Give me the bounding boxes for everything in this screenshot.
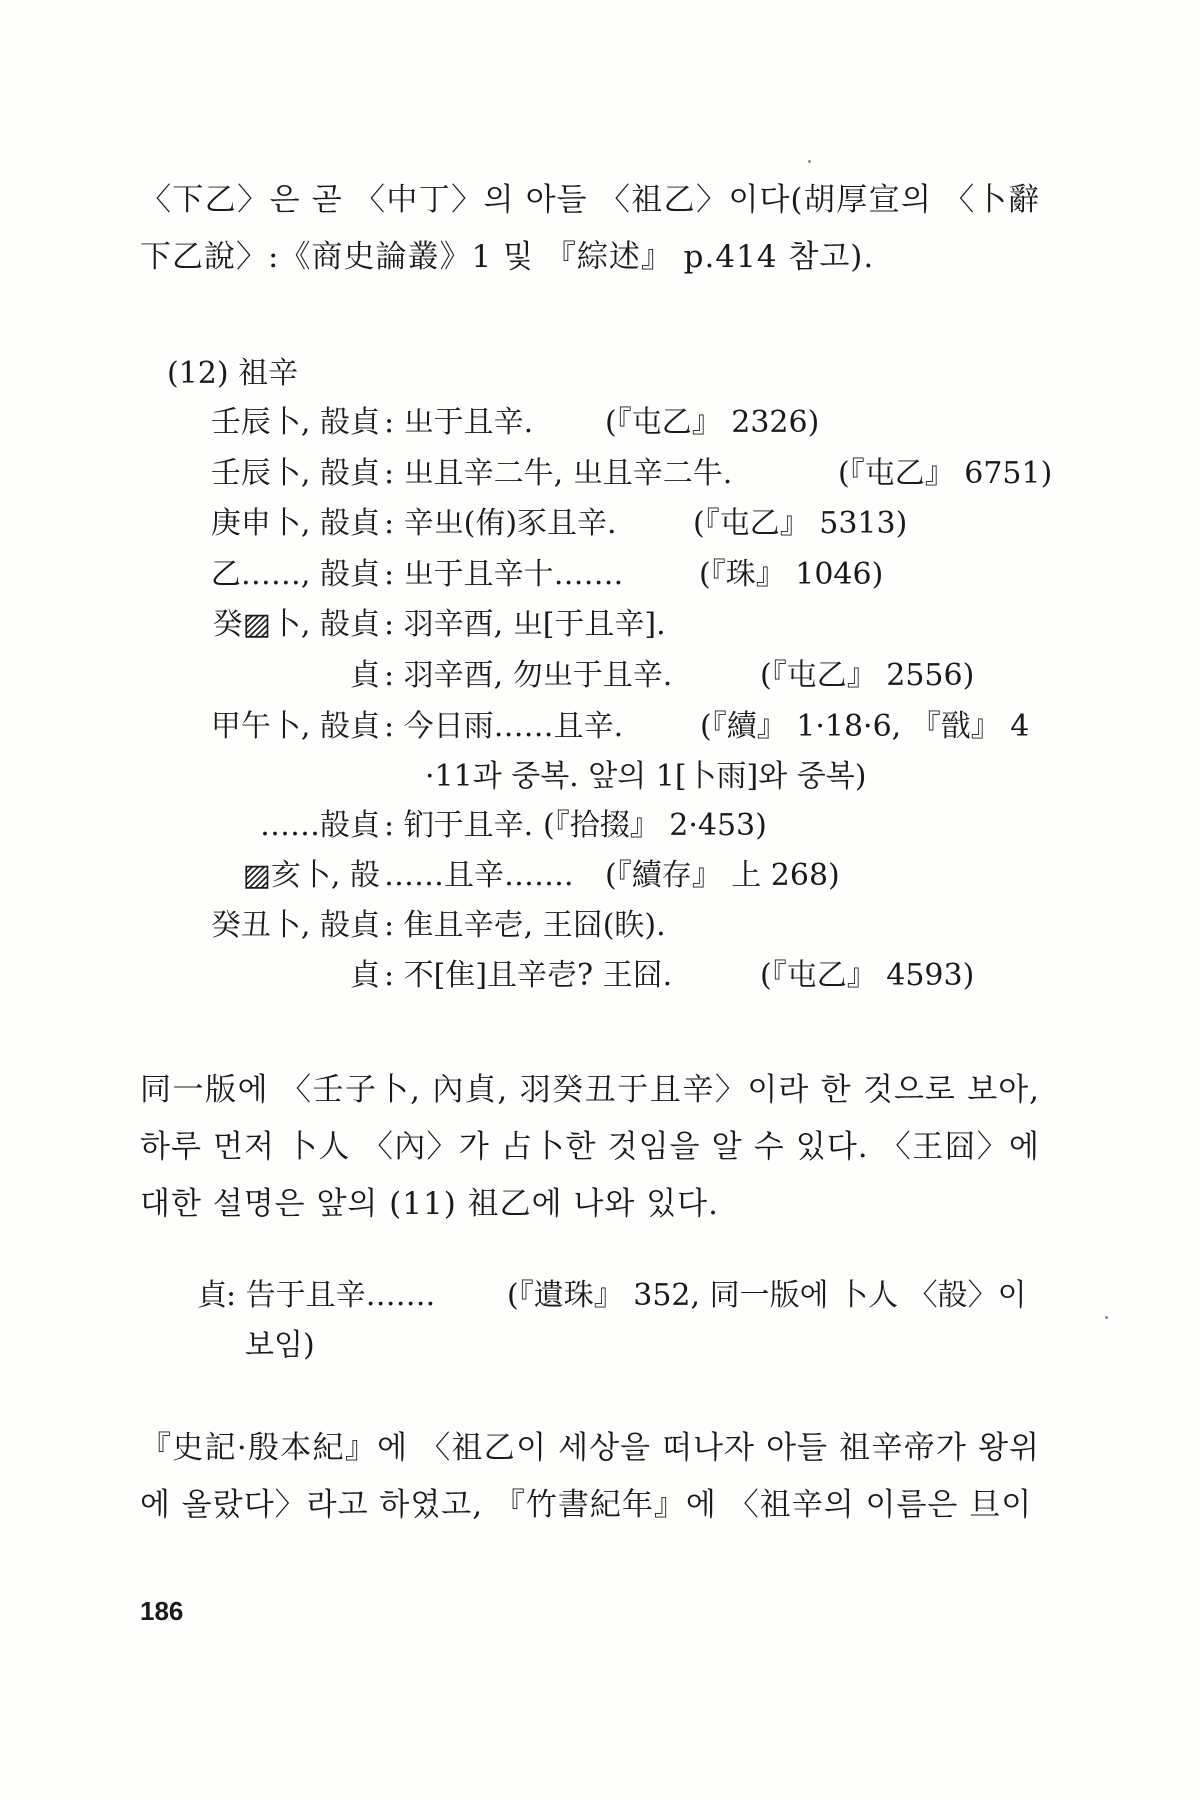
paragraph-top — [140, 172, 1040, 286]
quote-text: : 告于且辛……. — [226, 1278, 436, 1313]
inscription-text: : 今日雨……且辛. — [384, 709, 624, 744]
inscription-lead: 庚申卜, 㱿貞 — [210, 506, 380, 541]
inscription-text: : 㞢且辛二牛, 㞢且辛二牛. — [384, 456, 733, 491]
paragraph-mid-text: 同一版에 〈壬子卜, 內貞, 羽癸丑于且辛〉이라 한 것으로 보아, 하루 먼저 卜人 〈內〉가 占卜한 것임을 알 수 있다. 〈王囧〉에 대한 설명은 앞의 (11) 祖乙에 나와 있다. — [140, 1072, 1040, 1222]
inscription-source: (『屯乙』 2556) — [760, 658, 975, 693]
quote-continuation: 보임) — [245, 1328, 315, 1363]
inscription-text: : 不[隹]且辛壱? 王囧. — [384, 958, 673, 993]
inscription-text: : 辛㞢(侑)豕且辛. — [384, 506, 617, 541]
inscription-lead: ……㱿貞 — [260, 808, 380, 843]
scan-speck — [1105, 1316, 1108, 1319]
inscription-lead: 甲午卜, 㱿貞 — [210, 709, 380, 744]
inscription-continuation: ·11과 중복. 앞의 1[卜雨]와 중복) — [425, 759, 867, 794]
inscription-lead: 乙……, 㱿貞 — [210, 557, 380, 592]
inscription-lead: 貞 — [350, 658, 380, 693]
section-heading: (12) 祖辛 — [167, 356, 299, 391]
inscription-source: (『屯乙』 2326) — [605, 405, 820, 440]
inscription-text: ……且辛……. — [384, 858, 574, 893]
paragraph-bottom-text: 『史記·殷本紀』에 〈祖乙이 세상을 떠나자 아들 祖辛帝가 왕위에 올랐다〉라고 하였고, 『竹書紀年』에 〈祖辛의 이름은 旦이 — [140, 1430, 1040, 1523]
inscription-text: : 钔于且辛. — [384, 808, 534, 843]
inscription-source: (『屯乙』 5313) — [693, 506, 908, 541]
paragraph-bottom — [140, 1420, 1040, 1534]
quote-lead: 貞 — [197, 1278, 227, 1313]
page-number: 186 — [140, 1596, 184, 1626]
inscription-text: : 隹且辛壱, 王囧(䀢). — [384, 908, 666, 943]
inscription-source: (『珠』 1046) — [699, 557, 884, 592]
inscription-text: : 羽辛酉, 㞢[于且辛]. — [384, 607, 666, 642]
scan-speck — [808, 160, 811, 163]
inscription-source: (『續存』 上 268) — [605, 858, 840, 893]
paragraph-mid — [140, 1062, 1040, 1233]
inscription-lead: 壬辰卜, 㱿貞 — [210, 405, 380, 440]
inscription-source: (『拾掇』 2·453) — [543, 808, 767, 843]
quote-source: (『遺珠』 352, 同一版에 卜人 〈㱿〉이 — [507, 1278, 1027, 1313]
inscription-lead: ▨亥卜, 㱿 — [242, 858, 380, 893]
inscription-source: (『屯乙』 6751) — [838, 456, 1053, 491]
inscription-lead: 癸▨卜, 㱿貞 — [212, 607, 380, 642]
inscription-text: : 羽辛酉, 勿㞢于且辛. — [384, 658, 673, 693]
inscription-lead: 貞 — [350, 958, 380, 993]
inscription-text: : 㞢于且辛. — [384, 405, 534, 440]
inscription-source: (『屯乙』 4593) — [760, 958, 975, 993]
inscription-lead: 癸丑卜, 㱿貞 — [210, 908, 380, 943]
paragraph-top-text: 〈下乙〉은 곧 〈中丁〉의 아들 〈祖乙〉이다(胡厚宣의 〈卜辭下乙說〉:《商史論叢》1 및 『綜述』 p.414 참고). — [140, 182, 1040, 275]
inscription-text: : 㞢于且辛十……. — [384, 557, 624, 592]
inscription-source: (『續』 1·18·6, 『戩』 4 — [700, 709, 1030, 744]
inscription-lead: 壬辰卜, 㱿貞 — [210, 456, 380, 491]
